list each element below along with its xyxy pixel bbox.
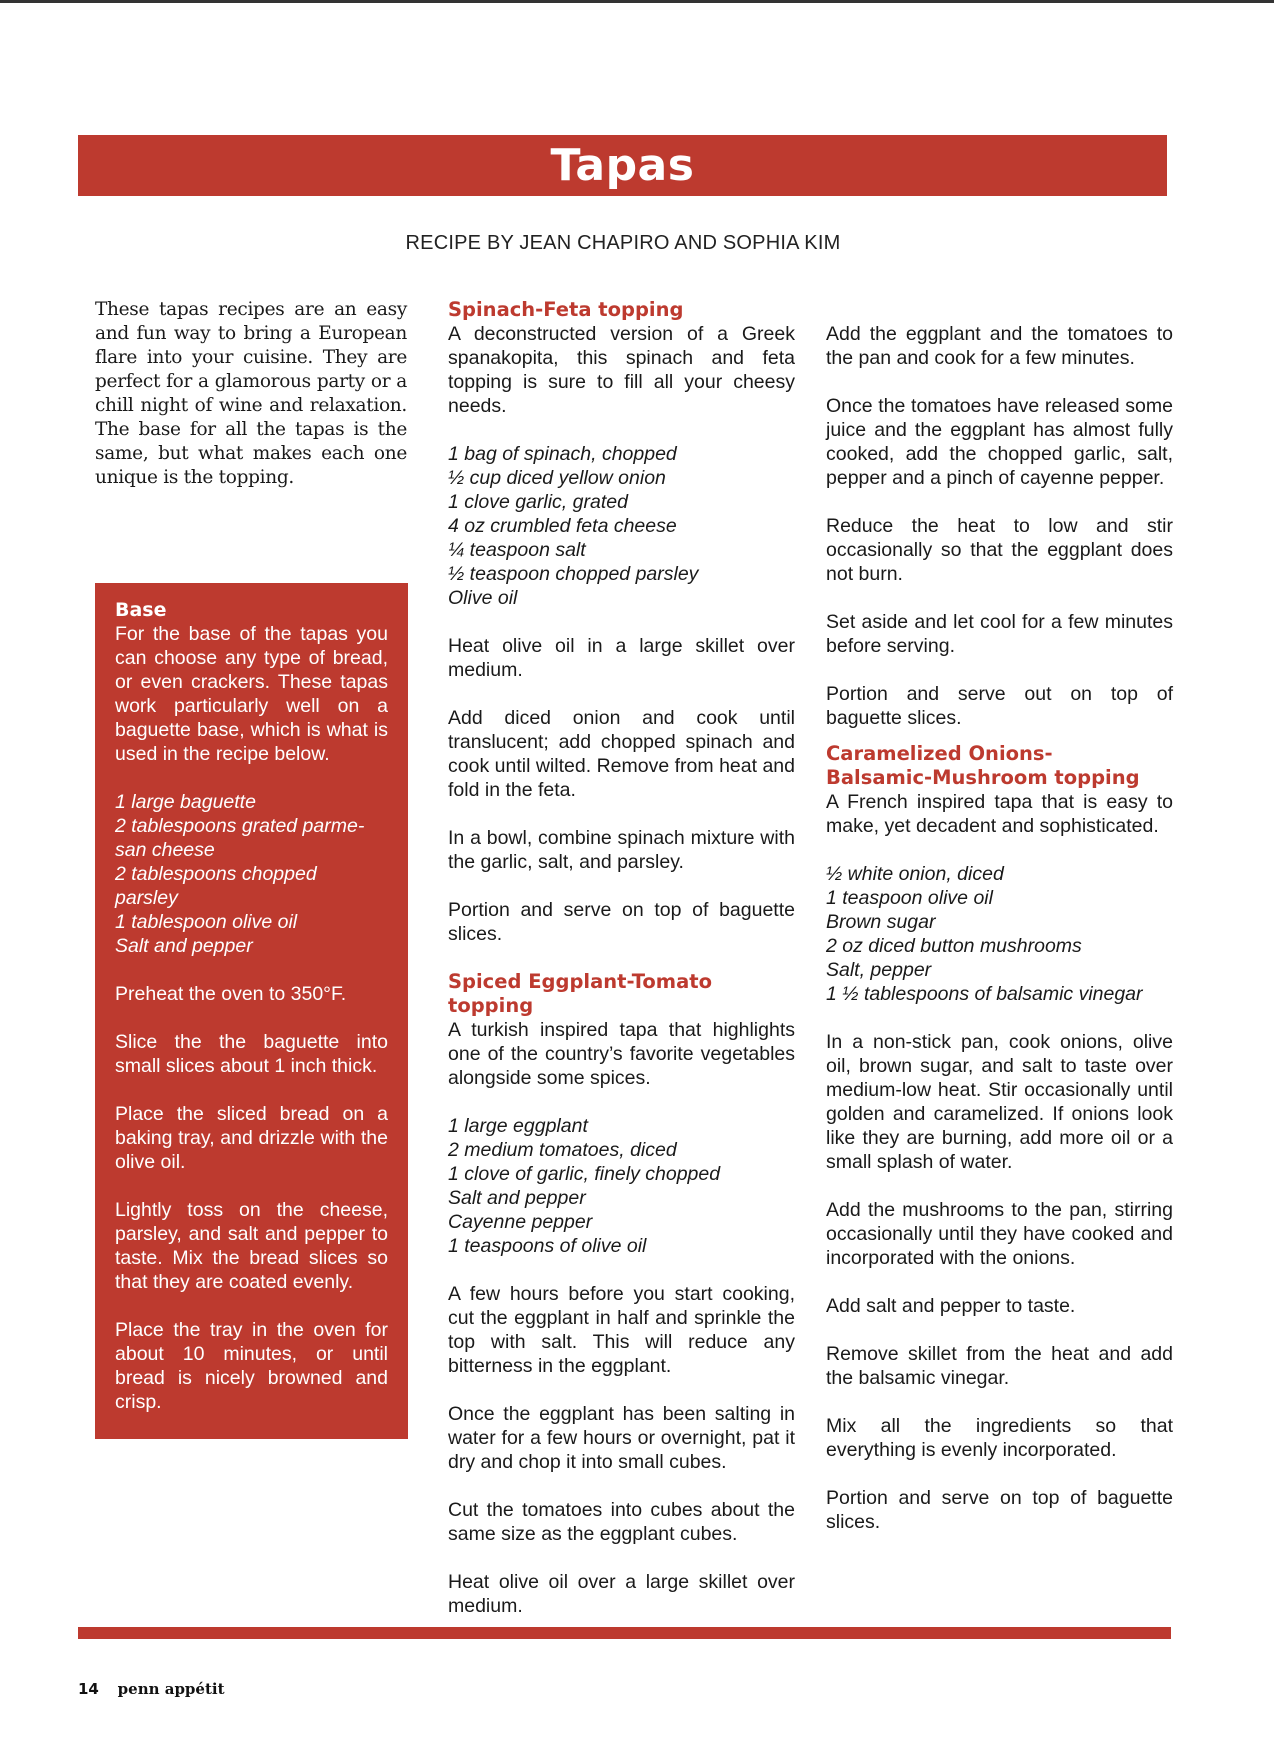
ingredient: 1 clove garlic, grated (448, 491, 628, 513)
onion-heading-line1: Caramelized Onions- (826, 742, 1053, 765)
ingredient: ½ white onion, diced (826, 863, 1004, 885)
eggplant-step: Heat olive oil over a large skillet over medium. (448, 1571, 795, 1617)
eggplant-heading-line2: topping (448, 994, 534, 1017)
spinach-step: Heat olive oil in a large skillet over medium. (448, 635, 795, 681)
spinach-heading: Spinach-Feta topping (448, 298, 684, 321)
base-heading: Base (115, 599, 167, 621)
ingredient: 1 large eggplant (448, 1115, 588, 1137)
eggplant-heading-line1: Spiced Eggplant-Tomato (448, 970, 712, 993)
spinach-ingredients (448, 442, 795, 610)
column-right (826, 322, 1173, 1558)
eggplant-step: Set aside and let cool for a few minutes before serving. (826, 611, 1173, 657)
onion-step: In a non-stick pan, cook onions, olive oil, brown sugar, and salt to taste over medium-low heat. Stir occasionally until golden and caramelized. If onions look like they are burning, add more oil or a small splash of water. (826, 1031, 1173, 1173)
page-number: 14 (78, 1680, 99, 1698)
eggplant-step: A few hours before you start cooking, cut the eggplant in half and sprinkle the top with salt. This will reduce any bitterness in the eggplant. (448, 1283, 795, 1377)
base-ingredients (115, 790, 388, 958)
ingredient: ¼ teaspoon salt (448, 539, 586, 561)
ingredient: 1 bag of spinach, chopped (448, 443, 677, 465)
title-banner (78, 135, 1167, 196)
ingredient: ½ cup diced yellow onion (448, 467, 666, 489)
base-step: Place the sliced bread on a baking tray, and drizzle with the olive oil. (115, 1103, 388, 1173)
publication-name: penn appétit (117, 1680, 225, 1698)
intro-paragraph: These tapas recipes are an easy and fun way to bring a European flare into your cuisine. They are perfect for a glamorous party or a chill night of wine and relaxation. The base for all the tapas is the same, but what makes each one unique is the topping. (95, 299, 407, 488)
ingredient: ½ teaspoon chopped parsley (448, 563, 699, 585)
eggplant-step: Once the tomatoes have released some juice and the eggplant has almost fully cooked, add the chopped garlic, salt, pepper and a pinch of cayenne pepper. (826, 395, 1173, 489)
ingredient: 1 teaspoons of olive oil (448, 1235, 647, 1257)
ingredient: 4 oz crumbled feta cheese (448, 515, 677, 537)
onion-ingredients (826, 862, 1173, 1006)
base-step: Place the tray in the oven for about 10 minutes, or until bread is nicely browned and crisp. (115, 1319, 388, 1413)
eggplant-description: A turkish inspired tapa that highlights one of the country’s favorite vegetables alongside some spices. (448, 1019, 795, 1089)
ingredient: Brown sugar (826, 911, 936, 933)
base-description: For the base of the tapas you can choose any type of bread, or even crackers. These tapas work particularly well on a baguette base, which is what is used in the recipe below. (115, 623, 388, 765)
base-step: Slice the the baguette into small slices about 1 inch thick. (115, 1031, 388, 1077)
column-middle (448, 298, 795, 1642)
ingredient: 2 oz diced button mushrooms (826, 935, 1082, 957)
spinach-step: Add diced onion and cook until translucent; add chopped spinach and cook until wilted. Remove from heat and fold in the feta. (448, 707, 795, 801)
onion-description: A French inspired tapa that is easy to make, yet decadent and sophisticated. (826, 791, 1173, 837)
page-title: Tapas (550, 139, 695, 191)
page-footer (78, 1680, 225, 1698)
bottom-rule (78, 1627, 1171, 1639)
base-step: Lightly toss on the cheese, parsley, and salt and pepper to taste. Mix the bread slices so that they are coated evenly. (115, 1199, 388, 1293)
ingredient: Salt and pepper (448, 1187, 586, 1209)
base-recipe-box (95, 583, 408, 1439)
top-rule (0, 0, 1274, 3)
onion-step: Add salt and pepper to taste. (826, 1295, 1076, 1317)
ingredient: 2 tablespoons grated parme- (115, 815, 365, 837)
onion-step: Add the mushrooms to the pan, stirring occasionally until they have cooked and incorporated with the onions. (826, 1199, 1173, 1269)
eggplant-step: Cut the tomatoes into cubes about the same size as the eggplant cubes. (448, 1499, 795, 1545)
ingredient: Cayenne pepper (448, 1211, 593, 1233)
eggplant-step: Reduce the heat to low and stir occasionally so that the eggplant does not burn. (826, 515, 1173, 585)
onion-heading-line2: Balsamic-Mushroom topping (826, 766, 1140, 789)
ingredient: san cheese (115, 839, 215, 861)
ingredient: parsley (115, 887, 178, 909)
ingredient: Salt and pepper (115, 935, 253, 957)
onion-step: Portion and serve on top of baguette slices. (826, 1487, 1173, 1533)
ingredient: 1 teaspoon olive oil (826, 887, 993, 909)
ingredient: Olive oil (448, 587, 518, 609)
ingredient: Salt, pepper (826, 959, 932, 981)
spinach-step: Portion and serve on top of baguette slices. (448, 899, 795, 945)
ingredient: 2 medium tomatoes, diced (448, 1139, 677, 1161)
eggplant-step: Once the eggplant has been salting in water for a few hours or overnight, pat it dry and chop it into small cubes. (448, 1403, 795, 1473)
ingredient: 1 clove of garlic, finely chopped (448, 1163, 721, 1185)
byline: RECIPE BY JEAN CHAPIRO AND SOPHIA KIM (405, 232, 841, 254)
eggplant-step: Add the eggplant and the tomatoes to the pan and cook for a few minutes. (826, 323, 1173, 369)
ingredient: 2 tablespoons chopped (115, 863, 317, 885)
onion-step: Mix all the ingredients so that everything is evenly incorporated. (826, 1415, 1173, 1461)
ingredient: 1 tablespoon olive oil (115, 911, 298, 933)
eggplant-step: Portion and serve out on top of baguette slices. (826, 683, 1173, 729)
spinach-step: In a bowl, combine spinach mixture with the garlic, salt, and parsley. (448, 827, 795, 873)
ingredient: 1 large baguette (115, 791, 256, 813)
base-step: Preheat the oven to 350°F. (115, 983, 347, 1005)
spinach-description: A deconstructed version of a Greek spanakopita, this spinach and feta topping is sure to fill all your cheesy needs. (448, 323, 795, 417)
onion-step: Remove skillet from the heat and add the balsamic vinegar. (826, 1343, 1173, 1389)
eggplant-ingredients (448, 1114, 795, 1258)
ingredient: 1 ½ tablespoons of balsamic vinegar (826, 983, 1143, 1005)
